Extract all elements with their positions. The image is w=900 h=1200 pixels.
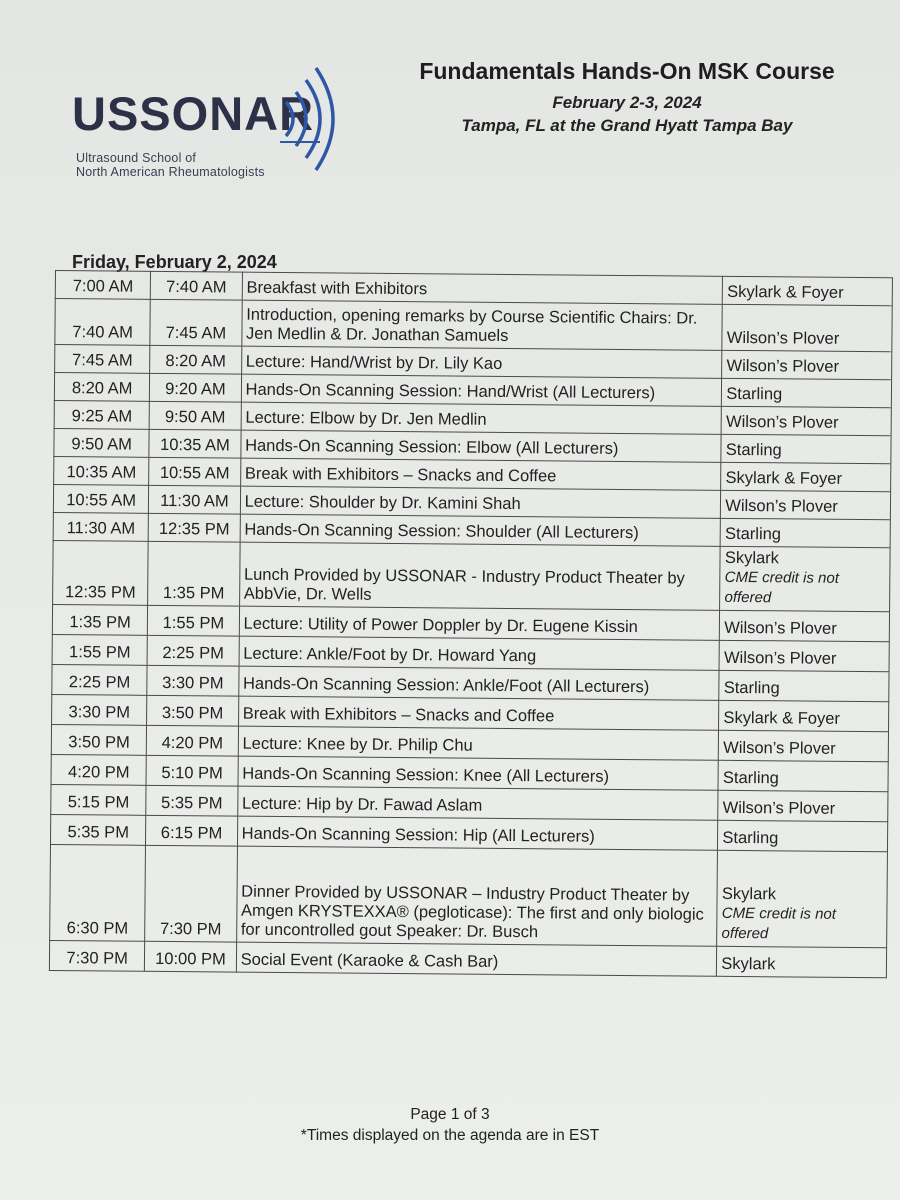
room-name: Skylark & Foyer bbox=[727, 282, 844, 302]
end-time: 4:20 PM bbox=[147, 725, 239, 756]
event-description: Break with Exhibitors – Snacks and Coffee bbox=[238, 696, 719, 730]
logo-subtitle-line2: North American Rheumatologists bbox=[76, 165, 265, 179]
room-cell bbox=[719, 640, 889, 671]
logo-wordmark: USSONAR bbox=[72, 87, 315, 140]
ussonar-logo bbox=[72, 62, 352, 182]
room-cell bbox=[721, 490, 891, 519]
room-name: Wilson’s Plover bbox=[724, 618, 837, 638]
start-time: 5:35 PM bbox=[50, 814, 146, 845]
end-time: 7:45 AM bbox=[150, 299, 242, 346]
course-dates: February 2-3, 2024 bbox=[552, 93, 702, 112]
event-description: Lecture: Hand/Wrist by Dr. Lily Kao bbox=[241, 346, 722, 378]
agenda-row bbox=[55, 299, 892, 352]
agenda-row bbox=[53, 540, 891, 611]
event-description: Social Event (Karaoke & Cash Bar) bbox=[236, 942, 717, 976]
room-cell bbox=[723, 276, 893, 305]
event-description: Hands-On Scanning Session: Hip (All Lecturers) bbox=[237, 816, 718, 850]
event-description: Lecture: Elbow by Dr. Jen Medlin bbox=[241, 402, 722, 434]
logo-subtitle-line1: Ultrasound School of bbox=[76, 151, 197, 165]
event-description: Hands-On Scanning Session: Ankle/Foot (All Lecturers) bbox=[238, 666, 719, 700]
start-time: 10:35 AM bbox=[54, 456, 150, 485]
course-venue: Tampa, FL at the Grand Hyatt Tampa Bay bbox=[461, 116, 793, 135]
agenda-row bbox=[49, 940, 886, 977]
cme-note: CME credit is not offered bbox=[724, 568, 839, 607]
agenda-row bbox=[50, 844, 888, 947]
start-time: 1:35 PM bbox=[52, 604, 148, 635]
room-cell bbox=[720, 546, 890, 611]
room-cell bbox=[719, 670, 889, 701]
start-time: 2:25 PM bbox=[52, 664, 148, 695]
timezone-note: *Times displayed on the agenda are in EST bbox=[300, 1127, 600, 1144]
room-name: Skylark bbox=[724, 548, 780, 568]
room-cell bbox=[721, 434, 891, 463]
room-cell bbox=[718, 790, 888, 821]
start-time: 11:30 AM bbox=[53, 512, 149, 541]
room-cell bbox=[722, 378, 892, 407]
end-time: 10:35 AM bbox=[149, 429, 241, 458]
end-time: 6:15 PM bbox=[146, 815, 238, 846]
start-time: 7:45 AM bbox=[55, 345, 151, 374]
room-cell bbox=[718, 820, 888, 851]
end-time: 3:50 PM bbox=[147, 695, 239, 726]
event-description: Lecture: Utility of Power Doppler by Dr. Eugene Kissin bbox=[239, 606, 720, 640]
event-description: Lecture: Knee by Dr. Philip Chu bbox=[238, 726, 719, 760]
start-time: 9:25 AM bbox=[54, 400, 150, 429]
end-time: 10:55 AM bbox=[149, 457, 241, 486]
room-cell bbox=[717, 850, 887, 947]
start-time: 7:30 PM bbox=[49, 940, 145, 971]
end-time: 8:20 AM bbox=[150, 345, 242, 374]
room-name: Starling bbox=[725, 440, 782, 460]
sound-wave-icon bbox=[280, 62, 350, 172]
event-description: Hands-On Scanning Session: Hand/Wrist (All Lecturers) bbox=[241, 374, 722, 406]
end-time: 10:00 PM bbox=[145, 941, 237, 972]
start-time: 10:55 AM bbox=[53, 484, 149, 513]
start-time: 5:15 PM bbox=[51, 784, 147, 815]
room-name: Starling bbox=[726, 384, 783, 404]
room-cell bbox=[722, 304, 892, 351]
event-description: Lecture: Hip by Dr. Fawad Aslam bbox=[237, 786, 718, 820]
room-name: Starling bbox=[725, 524, 782, 544]
event-description: Hands-On Scanning Session: Knee (All Lecturers) bbox=[238, 756, 719, 790]
room-cell bbox=[722, 350, 892, 379]
room-cell bbox=[719, 700, 889, 731]
end-time: 9:50 AM bbox=[149, 401, 241, 430]
end-time: 1:35 PM bbox=[148, 541, 240, 606]
end-time: 11:30 AM bbox=[149, 485, 241, 514]
cme-note: CME credit is not offered bbox=[721, 904, 837, 943]
event-description: Break with Exhibitors – Snacks and Coffee bbox=[240, 458, 721, 490]
room-cell bbox=[720, 610, 890, 641]
room-name: Wilson’s Plover bbox=[726, 328, 840, 348]
room-cell bbox=[719, 730, 889, 761]
end-time: 5:10 PM bbox=[146, 755, 238, 786]
room-cell bbox=[717, 946, 887, 977]
event-description: Hands-On Scanning Session: Shoulder (All Lecturers) bbox=[240, 514, 721, 546]
room-name: Wilson’s Plover bbox=[726, 356, 840, 376]
room-name: Skylark bbox=[721, 884, 777, 904]
course-title: Fundamentals Hands-On MSK Course bbox=[419, 58, 835, 84]
room-name: Wilson’s Plover bbox=[723, 648, 837, 668]
end-time: 7:30 PM bbox=[145, 845, 237, 942]
event-description: Lecture: Ankle/Foot by Dr. Howard Yang bbox=[239, 636, 720, 670]
end-time: 1:55 PM bbox=[148, 605, 240, 636]
room-name: Wilson’s Plover bbox=[725, 496, 838, 516]
start-time: 3:50 PM bbox=[51, 724, 147, 755]
room-cell bbox=[721, 406, 891, 435]
start-time: 12:35 PM bbox=[53, 540, 149, 605]
end-time: 5:35 PM bbox=[146, 785, 238, 816]
event-description: Introduction, opening remarks by Course Scientific Chairs: Dr. Jen Medlin & Dr. Jonathan Samuels bbox=[241, 300, 722, 350]
room-name: Starling bbox=[722, 828, 779, 848]
start-time: 7:40 AM bbox=[55, 299, 151, 346]
end-time: 9:20 AM bbox=[150, 373, 242, 402]
event-description: Lunch Provided by USSONAR - Industry Product Theater by AbbVie, Dr. Wells bbox=[239, 542, 720, 610]
start-time: 1:55 PM bbox=[52, 634, 148, 665]
room-cell bbox=[718, 760, 888, 791]
room-name: Wilson’s Plover bbox=[723, 738, 836, 758]
start-time: 7:00 AM bbox=[55, 271, 151, 300]
room-cell bbox=[720, 518, 890, 547]
end-time: 7:40 AM bbox=[151, 271, 243, 300]
start-time: 4:20 PM bbox=[51, 754, 147, 785]
page-number: Page 1 of 3 bbox=[410, 1106, 490, 1123]
agenda-table bbox=[49, 270, 893, 978]
room-name: Wilson’s Plover bbox=[722, 798, 836, 818]
end-time: 2:25 PM bbox=[147, 635, 239, 666]
course-header bbox=[372, 58, 882, 136]
end-time: 3:30 PM bbox=[147, 665, 239, 696]
end-time: 12:35 PM bbox=[148, 513, 240, 542]
start-time: 9:50 AM bbox=[54, 428, 150, 457]
room-name: Wilson’s Plover bbox=[725, 412, 839, 432]
day-heading: Friday, February 2, 2024 bbox=[72, 252, 277, 272]
room-name: Starling bbox=[722, 768, 779, 788]
event-description: Hands-On Scanning Session: Elbow (All Lecturers) bbox=[241, 430, 722, 462]
start-time: 3:30 PM bbox=[52, 694, 148, 725]
room-name: Starling bbox=[723, 678, 780, 698]
room-name: Skylark & Foyer bbox=[723, 708, 841, 728]
event-description: Breakfast with Exhibitors bbox=[242, 272, 723, 304]
room-cell bbox=[721, 462, 891, 491]
event-description: Lecture: Shoulder by Dr. Kamini Shah bbox=[240, 486, 721, 518]
room-name: Skylark & Foyer bbox=[725, 468, 843, 488]
room-name: Skylark bbox=[721, 954, 776, 974]
event-description: Dinner Provided by USSONAR – Industry Product Theater by Amgen KRYSTEXXA® (pegloticase): The first and only biologic for uncontrolled gout Speaker: Dr. Busch bbox=[236, 846, 718, 946]
start-time: 6:30 PM bbox=[50, 844, 146, 941]
start-time: 8:20 AM bbox=[54, 373, 150, 402]
